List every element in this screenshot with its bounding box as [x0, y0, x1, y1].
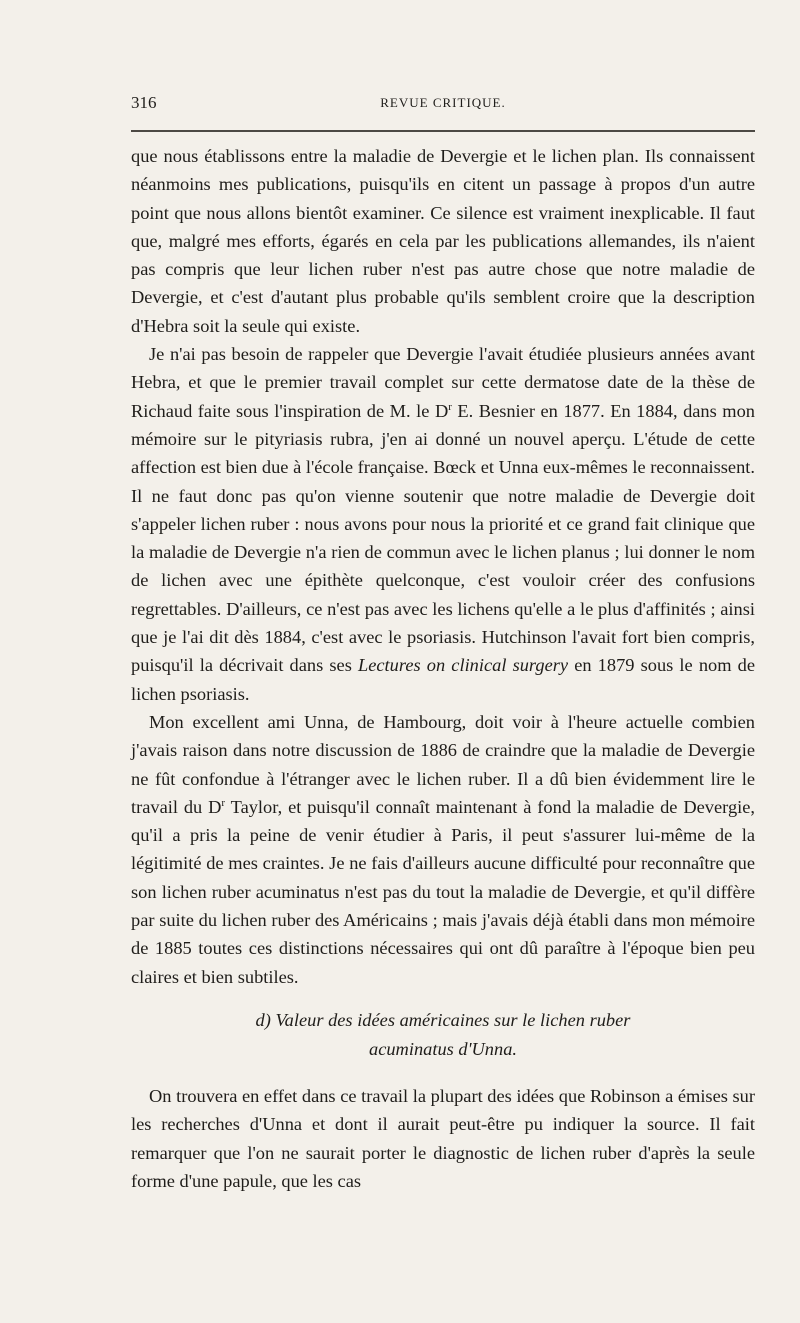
paragraph-2-text-b: E. Besnier en 1877. En 1884, dans mon mémoire sur le pityriasis rubra, j'en ai donné un nouvel aperçu. L'étude de cette affection est bien due à l'école française. Bœck et Unna eux-mêmes le reconnaissent. Il ne faut donc pas qu'on vienne soutenir que notre maladie de Devergie doit s'appeler lichen ruber : nous avons pour nous la priorité et ce grand fait clinique que la maladie de Devergie n'a rien de commun avec le lichen planus ; lui donner le nom de lichen avec une épithète quelconque, c'est vouloir créer des confusions regrettables. D'ailleurs, ce n'est pas avec les lichens qu'elle a le plus d'affinités ; ainsi que je l'ai dit dès 1884, c'est avec le psoriasis. Hutchinson l'avait fort bien compris, puisqu'il la décrivait dans ses	[131, 400, 755, 676]
paragraph-2-text-c: en 1879 sous le nom de lichen psoriasis.	[131, 655, 755, 704]
paragraph-3-text-a: Mon excellent ami Unna, de Hambourg, doit voir à l'heure actuelle combien j'avais raison dans notre discussion de 1886 de craindre que la maladie de Devergie ne fût confondue à l'étranger avec le lichen ruber. Il a dû bien évidemment lire le travail du D	[131, 711, 755, 817]
section-heading-line-1: d) Valeur des idées américaines sur le lichen ruber	[255, 1009, 631, 1030]
section-heading-line-2: acuminatus d'Unna.	[369, 1038, 517, 1059]
paragraph-3-text-b: Taylor, et puisqu'il connaît maintenant à fond la maladie de Devergie, qu'il a pris la peine de venir étudier à Paris, il peut s'assurer lui-même de la légitimité de mes craintes. Je ne fais d'ailleurs aucune difficulté pour reconnaître que son lichen ruber acuminatus n'est pas du tout la maladie de Devergie, et qu'il diffère par suite du lichen ruber des Américains ; mais j'avais déjà établi dans mon mémoire de 1885 toutes ces distinctions nécessaires qui ont dû paraître à l'époque bien peu claires et bien subtiles.	[131, 796, 756, 987]
running-title: REVUE CRITIQUE.	[380, 95, 506, 110]
main-text	[131, 142, 755, 1195]
doctor-superscript-taylor: r	[221, 796, 226, 809]
paragraph-4: On trouvera en effet dans ce travail la plupart des idées que Robinson a émises sur les recherches d'Unna et dont il aurait peut-être pu indiquer la source. Il fait remarquer que l'on ne saurait porter le diagnostic de lichen ruber d'après la seule forme d'une papule, que les cas	[131, 1085, 755, 1191]
header-rule	[131, 130, 755, 132]
page-header	[131, 93, 755, 119]
paragraph-2	[131, 340, 755, 708]
page-number: 316	[131, 93, 157, 112]
paragraph-2-text-a: Je n'ai pas besoin de rappeler que Devergie l'avait étudiée plusieurs années avant Hebra, et que le premier travail complet sur cette dermatose date de la thèse de Richaud faite sous l'inspiration de M. le D	[131, 344, 755, 421]
paragraph-3	[131, 708, 755, 991]
paragraph-1: que nous établissons entre la maladie de Devergie et le lichen plan. Ils connaissent néanmoins mes publications, puisqu'ils en citent un passage à propos d'un autre point que nous allons bientôt examiner. Ce silence est vraiment inexplicable. Il faut que, malgré mes efforts, égarés en cela par les publications allemandes, ils n'aient pas compris que leur lichen ruber n'est pas autre chose que notre maladie de Devergie, et c'est d'autant plus probable qu'ils semblent croire que la description d'Hebra soit la seule qui existe.	[131, 146, 755, 336]
doctor-superscript: r	[448, 400, 452, 413]
cited-title: Lectures on clinical surgery	[358, 655, 569, 676]
section-heading	[131, 1006, 755, 1064]
